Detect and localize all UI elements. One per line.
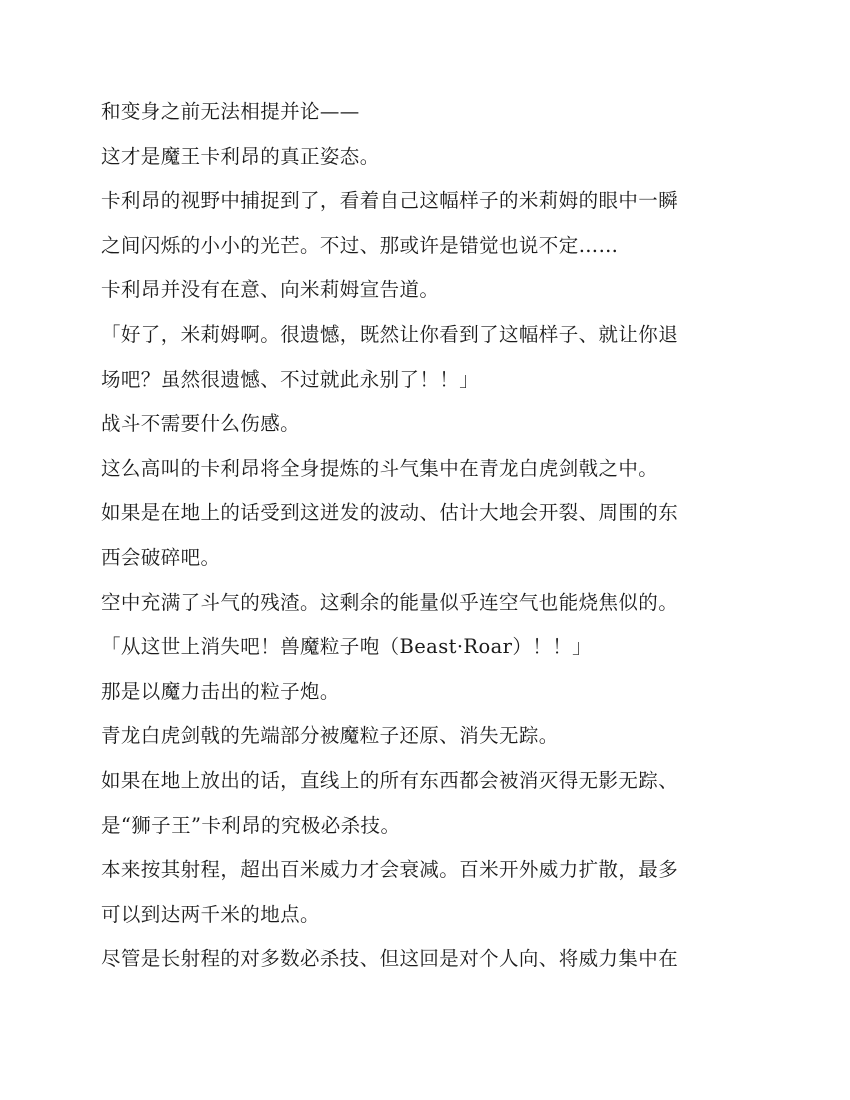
text-line: 这才是魔王卡利昂的真正姿态。 bbox=[101, 144, 380, 168]
body-text bbox=[101, 90, 721, 982]
text-line: 空中充满了斗气的残渣。这剩余的能量似乎连空气也能烧焦似的。 bbox=[101, 590, 679, 614]
text-line: 青龙白虎剑戟的先端部分被魔粒子还原、消失无踪。 bbox=[101, 724, 559, 748]
text-line: 西会破碎吧。 bbox=[101, 545, 221, 569]
text-line: 卡利昂的视野中捕捉到了，看着自己这幅样子的米莉姆的眼中一瞬 bbox=[101, 189, 679, 213]
text-line: 如果在地上放出的话，直线上的所有东西都会被消灭得无影无踪、 bbox=[101, 768, 679, 792]
text-line: 可以到达两千米的地点。 bbox=[101, 902, 320, 926]
text-line: 是“狮子王”卡利昂的究极必杀技。 bbox=[101, 813, 401, 837]
text-line: 如果是在地上的话受到这迸发的波动、估计大地会开裂、周围的东 bbox=[101, 501, 679, 525]
text-line: 本来按其射程，超出百米威力才会衰减。百米开外威力扩散，最多 bbox=[101, 858, 679, 882]
text-line: 卡利昂并没有在意、向米莉姆宣告道。 bbox=[101, 278, 440, 302]
text-line: 「好了，米莉姆啊。很遗憾，既然让你看到了这幅样子、就让你退 bbox=[101, 322, 679, 346]
text-line: 尽管是长射程的对多数必杀技、但这回是对个人向、将威力集中在 bbox=[101, 947, 679, 971]
text-line: 之间闪烁的小小的光芒。不过、那或许是错觉也说不定…… bbox=[101, 233, 619, 257]
text-line: 「从这世上消失吧！兽魔粒子咆（Beast·Roar）！！」 bbox=[101, 635, 593, 659]
text-line: 战斗不需要什么伤感。 bbox=[101, 412, 301, 436]
text-line: 场吧？虽然很遗憾、不过就此永别了！！」 bbox=[101, 367, 480, 391]
text-line: 那是以魔力击出的粒子炮。 bbox=[101, 679, 340, 703]
text-line: 这么高叫的卡利昂将全身提炼的斗气集中在青龙白虎剑戟之中。 bbox=[101, 456, 659, 480]
text-line: 和变身之前无法相提并论—— bbox=[101, 100, 360, 123]
